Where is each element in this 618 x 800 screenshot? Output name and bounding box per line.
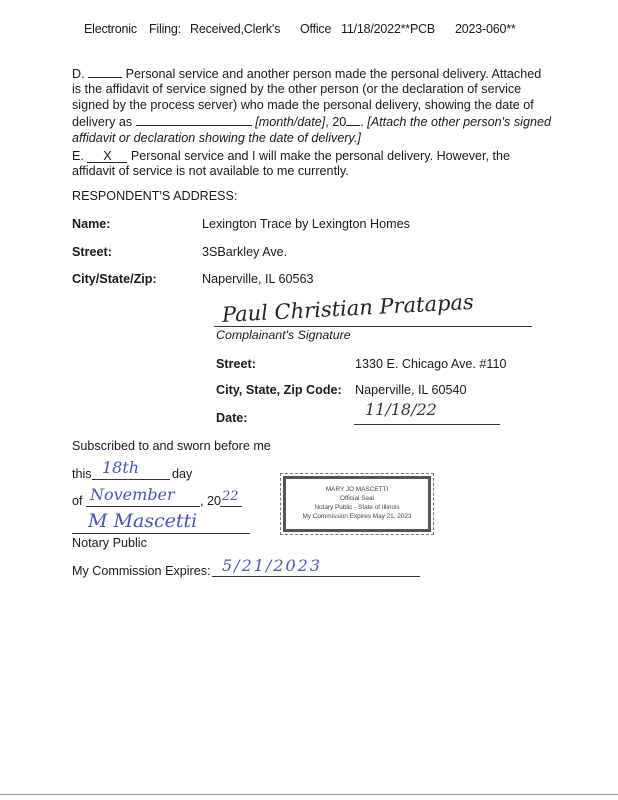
respondent-name-value: Lexington Trace by Lexington Homes <box>202 217 410 231</box>
respondent-name-label: Name: <box>72 217 111 231</box>
option-e-text: Personal service and I will make the personal delivery. However, the affidavit of service is not available to me currently. <box>72 149 511 179</box>
notary-year-prefix: , 20 <box>200 494 222 508</box>
respondent-city-value: Naperville, IL 60563 <box>202 272 314 286</box>
header-date: 11/18/2022**PCB <box>341 22 436 36</box>
date-line <box>354 424 500 425</box>
option-d-paragraph <box>72 65 552 146</box>
option-e-letter: E. <box>72 149 84 163</box>
complainant-date-label: Date: <box>216 411 248 425</box>
notary-day: day <box>172 467 193 481</box>
header-electronic: Electronic <box>84 22 137 36</box>
respondent-heading: RESPONDENT'S ADDRESS: <box>72 189 238 203</box>
notary-year-value: 22 <box>222 489 239 504</box>
notary-month-value: November <box>90 485 175 504</box>
notary-this: this <box>72 467 92 481</box>
notary-signature: M Mascetti <box>88 510 198 532</box>
notary-seal <box>283 476 431 532</box>
signature-line <box>214 326 532 327</box>
header-office: Office <box>300 22 332 36</box>
notary-of: of <box>72 494 83 508</box>
complainant-signature: Paul Christian Pratapas <box>221 289 475 327</box>
option-d-period: . <box>360 115 364 130</box>
complainant-signature-label: Complainant's Signature <box>216 328 351 342</box>
page-bottom-edge <box>0 794 618 795</box>
month-line <box>86 506 200 507</box>
commission-line <box>212 576 420 577</box>
complainant-date-value: 11/18/22 <box>365 400 437 419</box>
header-received: Received,Clerk's <box>190 22 281 36</box>
sworn-statement: Subscribed to and sworn before me <box>72 439 271 453</box>
complainant-city-label: City, State, Zip Code: <box>216 383 342 397</box>
year-blank-d <box>346 113 360 126</box>
commission-expires-value: 5/21/2023 <box>222 556 323 575</box>
year-line <box>220 506 242 507</box>
respondent-street-label: Street: <box>72 245 112 259</box>
commission-expires-label: My Commission Expires: <box>72 564 211 578</box>
seal-state: Notary Public - State of Illinois <box>314 504 400 511</box>
seal-official: Official Seal <box>340 495 374 502</box>
notary-public-label: Notary Public <box>72 536 147 550</box>
option-d-text: Personal service and another person made the personal delivery. Attached is the affidavit of service signed by the other person (or the declaration of service signed by the process server) who made the personal delivery, showing the date of delivery as <box>72 67 542 130</box>
complainant-street-value: 1330 E. Chicago Ave. #110 <box>355 357 507 371</box>
option-e-checkmark: X <box>87 150 127 163</box>
header-case-number: 2023-060** <box>455 22 516 36</box>
seal-commission: My Commission Expires May 21, 2023 <box>302 513 412 520</box>
notary-signature-line <box>72 533 250 534</box>
option-d-letter: D. <box>72 67 85 81</box>
header-filing: Filing: <box>149 22 181 36</box>
complainant-city-value: Naperville, IL 60540 <box>355 383 467 397</box>
attach-instruction: [Attach the other person's signed affidavit or declaration showing the date of delivery.] <box>72 115 551 145</box>
day-line <box>92 479 170 480</box>
complainant-street-label: Street: <box>216 357 256 371</box>
year-prefix-d: , 20 <box>325 115 347 130</box>
option-e-paragraph <box>72 149 552 180</box>
delivery-date-blank <box>136 113 252 126</box>
seal-name: MARY JO MASCETTI <box>325 486 389 493</box>
notary-day-value: 18th <box>102 458 140 477</box>
option-d-blank <box>88 65 122 78</box>
month-date-hint: [month/date] <box>255 115 326 130</box>
respondent-city-label: City/State/Zip: <box>72 272 157 286</box>
respondent-street-value: 3SBarkley Ave. <box>202 245 288 259</box>
